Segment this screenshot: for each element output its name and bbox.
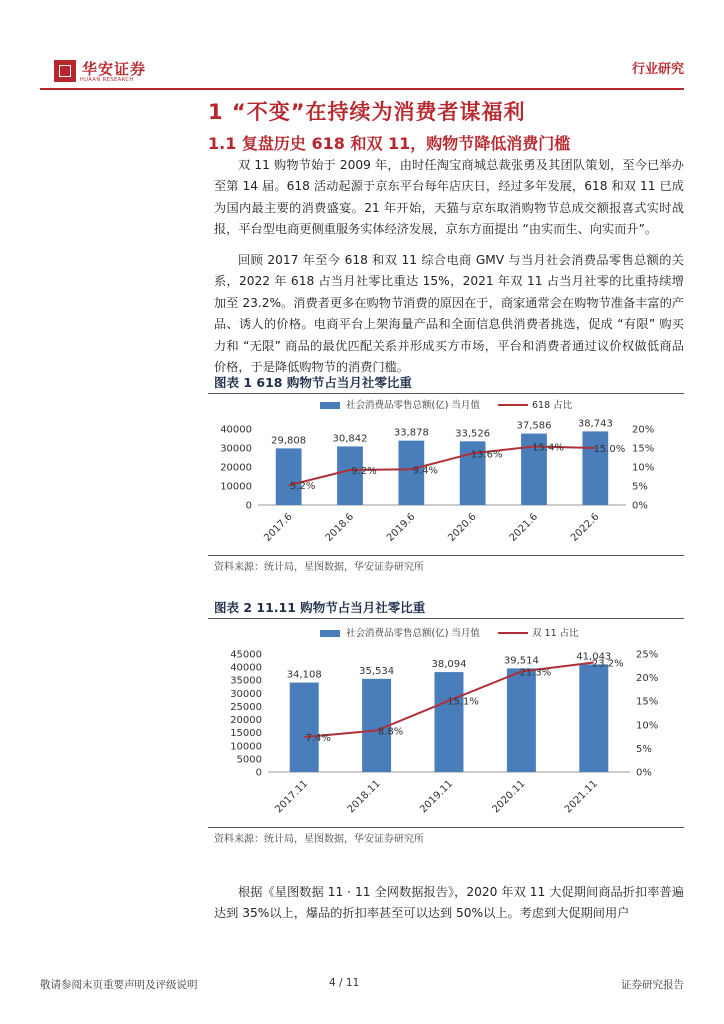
figure-2-title: 图表 2 11.11 购物节占当月社零比重 — [214, 600, 426, 615]
fig1-category-label: 2021.6 — [507, 511, 541, 544]
section-label: 行业研究 — [631, 62, 684, 77]
paragraph-3: 根据《星图数据 11 · 11 全网数据报告》，2020 年双 11 大促期间商品折扣率普遍达到 35%以上，爆品的折扣率甚至可以达到 50%以上。考虑到大促期间用户 — [214, 885, 684, 921]
fig1-line-label: 9.2% — [351, 466, 377, 478]
figure-1-source: 资料来源：统计局，星图数据，华安证券研究所 — [214, 562, 424, 573]
fig2-bar-label: 41,043 — [576, 651, 612, 663]
fig2-left-tick-label: 5000 — [236, 754, 262, 766]
fig2-legend-bar-label: 社会消费品零售总额(亿) 当月值 — [346, 628, 480, 639]
figure-1-chart — [208, 396, 684, 548]
fig2-right-tick-label: 5% — [636, 743, 652, 755]
fig2-left-tick-label: 15000 — [230, 728, 262, 740]
fig1-bar-label: 29,808 — [271, 435, 307, 447]
company-logo-text: 华安证券 — [82, 60, 147, 78]
fig2-right-tick-label: 15% — [636, 696, 659, 708]
fig1-right-tick-label: 5% — [632, 481, 648, 493]
fig1-left-tick-label: 10000 — [220, 481, 252, 493]
fig1-right-tick-label: 10% — [632, 462, 655, 474]
fig2-left-tick-label: 25000 — [230, 701, 262, 713]
fig2-legend-line-label: 双 11 占比 — [532, 628, 579, 639]
header-divider — [40, 88, 684, 90]
fig1-legend-bar-swatch — [320, 402, 340, 409]
fig2-line-label: 8.8% — [377, 726, 404, 738]
fig2-left-tick-label: 45000 — [230, 649, 262, 661]
footer-doc-type: 证券研究报告 — [621, 979, 684, 991]
fig2-category-label: 2017.11 — [273, 778, 311, 816]
fig2-line-label: 15.1% — [447, 696, 479, 708]
fig1-line-label: 13.6% — [470, 449, 503, 461]
fig2-bar-label: 34,108 — [286, 669, 322, 681]
fig1-category-label: 2022.6 — [568, 511, 602, 544]
fig1-right-tick-label: 20% — [632, 424, 655, 436]
heading-2: 1.1 复盘历史 618 和双 11，购物节降低消费门槛 — [208, 134, 571, 153]
fig1-right-tick-label: 0% — [632, 500, 648, 512]
fig1-left-tick-label: 20000 — [220, 462, 252, 474]
fig2-line-label: 21.3% — [519, 667, 552, 679]
figure-2-bottom-rule — [208, 827, 684, 828]
fig1-bar — [276, 448, 302, 505]
figure-1-top-rule — [208, 393, 684, 394]
figure-2-chart — [208, 620, 684, 824]
fig2-bar-label: 35,534 — [359, 665, 395, 677]
footer-page-number: 4 / 11 — [329, 977, 360, 989]
company-logo-subtitle: HUAAN RESEARCH — [80, 77, 134, 83]
fig2-right-tick-label: 0% — [636, 767, 652, 779]
fig1-right-tick-label: 15% — [632, 443, 655, 455]
fig2-right-tick-label: 25% — [636, 649, 659, 661]
fig2-category-label: 2020.11 — [490, 778, 528, 816]
fig1-legend-line-label: 618 占比 — [532, 400, 573, 411]
heading-1: 1 “不变”在持续为消费者谋福利 — [208, 100, 526, 124]
fig2-left-tick-label: 0 — [255, 767, 262, 779]
fig1-category-label: 2019.6 — [384, 511, 418, 544]
fig1-line-label: 5.2% — [289, 481, 316, 493]
fig1-left-tick-label: 40000 — [220, 424, 252, 436]
fig2-bar — [579, 664, 608, 772]
fig2-bar-label: 38,094 — [431, 659, 467, 671]
fig1-bar-label: 38,743 — [577, 418, 613, 430]
fig1-bar-label: 37,586 — [516, 420, 552, 432]
fig2-left-tick-label: 20000 — [230, 715, 262, 727]
fig1-category-label: 2017.6 — [262, 511, 295, 544]
figure-2-top-rule — [208, 618, 684, 619]
fig1-line-label: 15.0% — [593, 444, 626, 455]
fig2-right-tick-label: 20% — [636, 673, 659, 685]
fig1-bar-label: 33,526 — [455, 428, 491, 440]
fig2-category-label: 2018.11 — [345, 778, 383, 816]
company-logo-icon — [54, 60, 76, 82]
fig1-legend-bar-label: 社会消费品零售总额(亿) 当月值 — [346, 400, 480, 411]
fig1-left-tick-label: 0 — [245, 500, 252, 512]
fig2-legend-bar-swatch — [320, 630, 340, 637]
fig2-category-label: 2019.11 — [418, 778, 456, 816]
fig2-right-tick-label: 10% — [636, 720, 659, 732]
fig1-bar-label: 30,842 — [332, 433, 368, 445]
fig2-left-tick-label: 40000 — [230, 662, 262, 674]
fig2-left-tick-label: 35000 — [230, 675, 262, 687]
fig2-line-label: 23.2% — [591, 658, 624, 670]
fig1-category-label: 2018.6 — [323, 511, 357, 544]
fig2-bar — [290, 683, 319, 772]
fig2-category-label: 2021.11 — [562, 778, 600, 816]
fig2-bar — [507, 668, 536, 772]
footer-disclaimer: 敬请参阅末页重要声明及评级说明 — [40, 979, 198, 991]
page-header — [40, 50, 684, 86]
fig1-category-label: 2020.6 — [446, 511, 479, 544]
fig1-left-tick-label: 30000 — [220, 443, 252, 455]
figure-2-source: 资料来源：统计局，星图数据，华安证券研究所 — [214, 834, 424, 845]
paragraph-2: 回顾 2017 年至今 618 和双 11 综合电商 GMV 与当月社会消费品零售总额的关系，2022 年 618 占当月社零比重达 15%，2021 年双 11 占当月社零的比重持续增加至 23.2%。消费者更多在购物节消费的原因在于，商家通常会在购物节准备丰富的产品、诱人的价格。电商平台上架海量产品和全面信息供消费者挑选，促成 “有限” 购买力和 “无限” 商品的最优匹配关系并形成买方市场，平台和消费者通过议价权做低商品价格，于是降低购物节的消费门槛。 — [214, 253, 684, 375]
fig2-bar-label: 39,514 — [503, 655, 539, 667]
paragraph-1: 双 11 购物节始于 2009 年，由时任淘宝商城总裁张勇及其团队策划，至今已举办至第 14 届。618 活动起源于京东平台每年店庆日，经过多年发展，618 和双 11 已成为国内最主要的消费盛宴。21 年开始，天猫与京东取消购物节总成交额报喜式实时战报，平台型电商更侧重服务实体经济发展，京东方面提出 “由实而生、向实而升”。 — [214, 158, 684, 237]
fig2-left-tick-label: 30000 — [230, 688, 262, 700]
fig1-bar-label: 33,878 — [393, 427, 429, 439]
fig2-left-tick-label: 10000 — [230, 741, 262, 753]
fig2-bar — [435, 672, 464, 772]
figure-1-bottom-rule — [208, 555, 684, 556]
fig2-line-label: 7.4% — [305, 733, 331, 745]
fig1-line-label: 9.4% — [412, 465, 439, 477]
fig1-line-label: 15.4% — [532, 442, 564, 454]
figure-1-title: 图表 1 618 购物节占当月社零比重 — [214, 375, 412, 390]
fig1-bar — [582, 431, 608, 505]
